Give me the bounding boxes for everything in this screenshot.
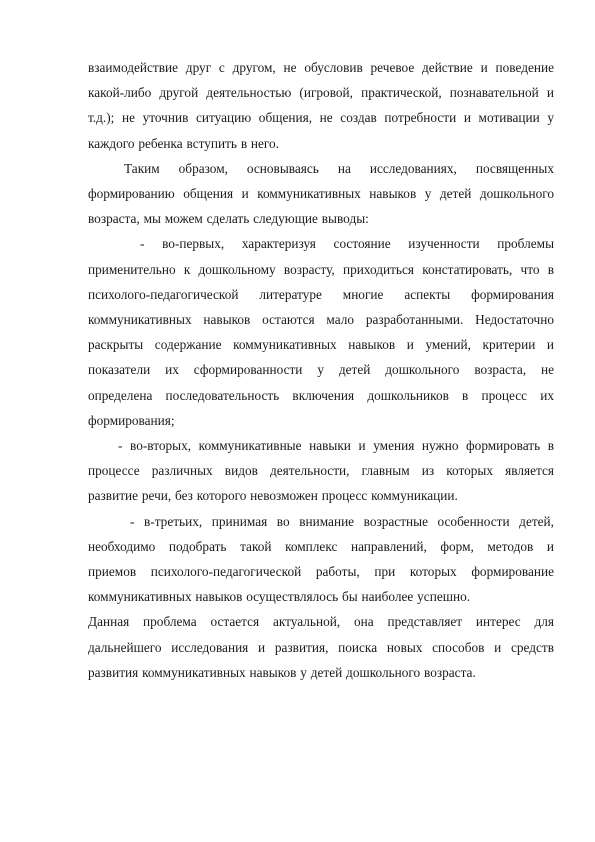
text-line: взаимодействие друг с другом, не обусловив речевое действие и поведение [88, 60, 554, 75]
text-line: психолого-педагогической литературе многие аспекты формирования [88, 286, 554, 302]
text-line: коммуникативных навыков осуществлялось бы наиболее успешно. [88, 589, 471, 605]
text-line: коммуникативных навыков остаются мало разработанными. Недостаточно [88, 312, 554, 328]
text-line: показатели их сформированности у детей дошкольного возраста, не [88, 362, 554, 378]
text-line: возраста, мы можем сделать следующие выводы: [88, 211, 369, 227]
text-line: развития коммуникативных навыков у детей дошкольного возраста. [88, 664, 476, 680]
text-line: формирования; [88, 412, 175, 428]
text-line: приемов психолого-педагогической работы, при которых формирование [88, 564, 554, 580]
paragraph-final-statement [88, 609, 554, 685]
text-line: развитие речи, без которого невозможен процесс коммуникации. [88, 488, 458, 504]
paragraph-conclusion-intro [88, 156, 554, 232]
text-line: применительно к дошкольному возрасту, приходиться констатировать, что в [88, 261, 554, 277]
text-line: - во-первых, характеризуя состояние изученности проблемы [140, 236, 554, 252]
text-line: Данная проблема остается актуальной, она представляет интерес для [88, 614, 554, 630]
text-line: необходимо подобрать такой комплекс направлений, форм, методов и [88, 538, 554, 554]
text-line: дальнейшего исследования и развития, поиска новых способов и средств [88, 639, 554, 655]
text-line: какой-либо другой деятельностью (игровой, практической, познавательной и [88, 85, 554, 101]
text-line: формированию общения и коммуникативных навыков у детей дошкольного [88, 186, 554, 202]
paragraph-third-conclusion [88, 509, 554, 610]
text-line: процессе различных видов деятельности, главным из которых является [88, 463, 554, 479]
text-line: - во-вторых, коммуникативные навыки и умения нужно формировать в [118, 438, 554, 454]
text-line: определена последовательность включения дошкольников в процесс их [88, 387, 554, 403]
text-line: каждого ребенка вступить в него. [88, 135, 280, 151]
text-line: - в-третьих, принимая во внимание возрастные особенности детей, [130, 513, 554, 529]
text-line: раскрыты содержание коммуникативных навыков и умений, критерии и [88, 337, 554, 353]
paragraph-second-conclusion [88, 433, 554, 509]
text-line: Таким образом, основываясь на исследованиях, посвященных [124, 160, 554, 176]
paragraph-continuation [88, 55, 554, 156]
paragraph-first-conclusion [88, 231, 554, 433]
text-line: т.д.); не уточнив ситуацию общения, не создав потребности и мотивации у [88, 110, 554, 126]
